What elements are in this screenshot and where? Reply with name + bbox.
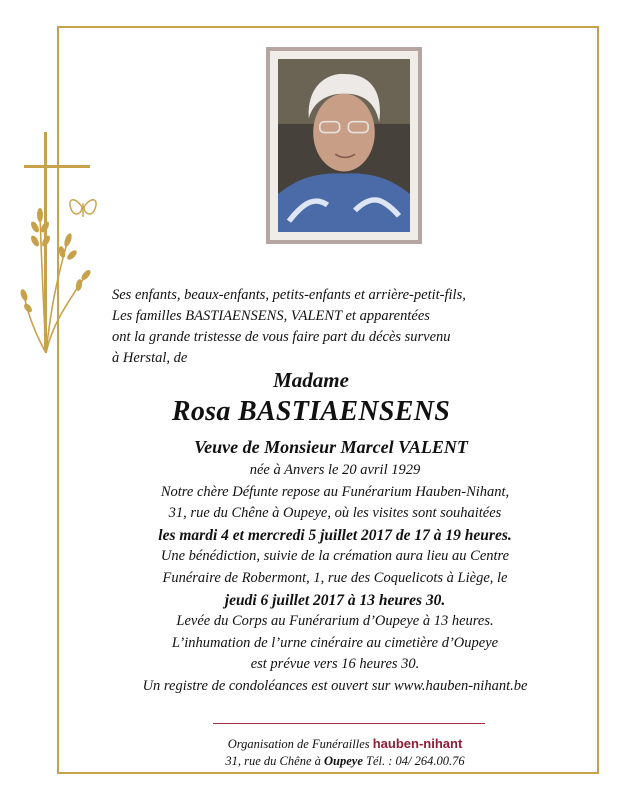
deceased-title: Madame [273, 368, 349, 392]
phone: Tél. : 04/ 264.00.76 [366, 754, 465, 768]
detail-line: 31, rue du Chêne à Oupeye, où les visites sont souhaitées [168, 505, 502, 522]
detail-line: L’inhumation de l’urne cinéraire au cimetière d’Oupeye [171, 634, 499, 651]
visit-dates: les mardi 4 et mercredi 5 juillet 2017 de 17 à 19 heures. [158, 526, 512, 544]
intro-line: Ses enfants, beaux-enfants, petits-enfants et arrière-petit-fils, [112, 287, 466, 303]
detail-line: Funéraire de Robermont, 1, rue des Coquelicots à Liège, le [162, 569, 508, 586]
deceased-spouse: Veuve de Monsieur Marcel VALENT [194, 437, 468, 457]
ceremony-date: jeudi 6 juillet 2017 à 13 heures 30. [224, 591, 446, 609]
detail-line: est prévue vers 16 heures 30. [250, 656, 420, 673]
intro-line: ont la grande tristesse de vous faire part du décès survenu [112, 329, 451, 345]
portrait-frame [266, 47, 422, 244]
intro-line: Les familles BASTIAENSENS, VALENT et apparentées [112, 308, 430, 324]
birth-info: née à Anvers le 20 avril 1929 [249, 462, 421, 478]
brand-logo: hauben-nihant [372, 736, 463, 751]
detail-line: Notre chère Défunte repose au Funérarium Hauben-Nihant, [160, 483, 510, 500]
footer-divider [213, 723, 485, 724]
detail-line: Levée du Corps au Funérarium d’Oupeye à 13 heures. [176, 613, 494, 630]
family-announcement [112, 285, 582, 369]
footer [190, 735, 500, 770]
org-label: Organisation de Funérailles [227, 737, 370, 751]
address-street: 31, rue du Chêne à [225, 754, 321, 768]
wheat-butterfly-icon [16, 185, 106, 355]
cross-icon-bar [24, 165, 90, 168]
condolence-register: Un registre de condoléances est ouvert sur www.hauben-nihant.be [142, 677, 528, 694]
intro-line: à Herstal, de [112, 350, 188, 366]
portrait-photo [278, 59, 410, 232]
address-town: Oupeye [324, 754, 363, 768]
funeral-details [100, 460, 570, 698]
deceased-name: Rosa BASTIAENSENS [171, 396, 451, 427]
detail-line: Une bénédiction, suivie de la crémation aura lieu au Centre [160, 548, 510, 565]
